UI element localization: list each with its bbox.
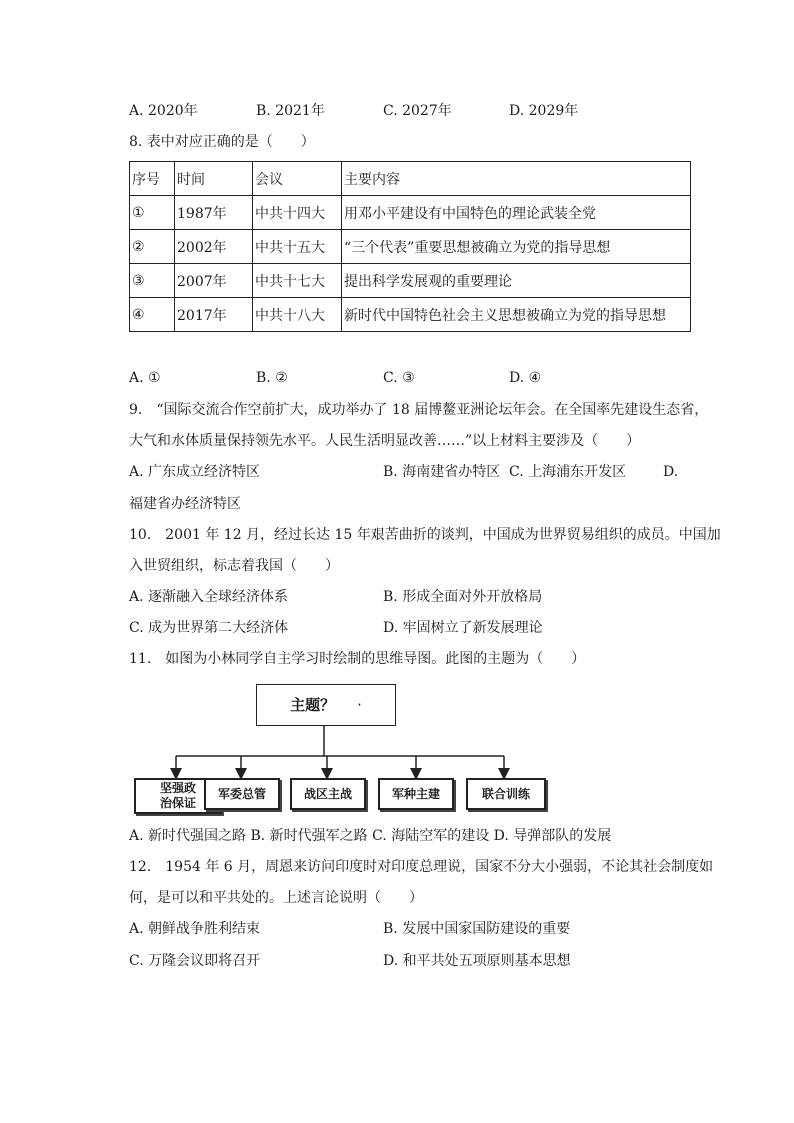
table-cell: 中共十四大 [253,196,342,230]
mind-map-node: 坚强政 治保证 [134,778,222,814]
q9-option-a[interactable]: A. 广东成立经济特区 [129,464,261,480]
mind-map-node: 军种主建 [378,778,454,810]
table-cell: 2002年 [175,230,253,264]
mind-map [128,682,568,814]
q12-option-a[interactable]: A. 朝鲜战争胜利结束 [129,921,261,937]
table-cell: 新时代中国特色社会主义思想被确立为党的指导思想 [342,298,691,332]
q9-option-c[interactable]: C. 上海浦东开发区 [509,464,627,480]
q9-option-d-text: 福建省办经济特区 [129,496,241,512]
q10-option-a[interactable]: A. 逐渐融入全球经济体系 [129,589,289,605]
table-header-cell: 会议 [253,162,342,196]
table-cell: 中共十五大 [253,230,342,264]
mind-map-root: 主题？ · [256,684,396,726]
table-header-cell: 时间 [175,162,253,196]
table-cell: 提出科学发展观的重要理论 [342,264,691,298]
mind-map-node: 军委总管 [204,778,280,810]
table-cell: ③ [130,264,175,298]
q10-option-b[interactable]: B. 形成全面对外开放格局 [383,589,543,605]
q9-stem-line2: 大气和水体质量保持领先水平。人民生活明显改善……”以上材料主要涉及（ ） [129,433,641,449]
table-row [130,264,691,298]
table-header-cell: 序号 [130,162,175,196]
q9-option-b[interactable]: B. 海南建省办特区 [383,464,501,480]
q8-option-b[interactable]: B. ② [256,370,288,386]
table-row [130,196,691,230]
q12-option-c[interactable]: C. 万隆会议即将召开 [129,953,261,969]
q8-option-c[interactable]: C. ③ [383,370,415,386]
q8-option-d[interactable]: D. ④ [509,370,542,386]
table-cell: “三个代表”重要思想被确立为党的指导思想 [342,230,691,264]
q12-option-d[interactable]: D. 和平共处五项原则基本思想 [383,953,571,969]
table-header-cell: 主要内容 [342,162,691,196]
q12-stem-line1: 12. 1954 年 6 月，周恩来访问印度时对印度总理说，国家不分大小强弱，不论其社会制度如 [129,859,714,875]
table-cell: 2017年 [175,298,253,332]
q8-option-a[interactable]: A. ① [129,370,161,386]
table-cell: 中共十八大 [253,298,342,332]
q8-table [129,161,691,332]
q7-option-c[interactable]: C. 2027年 [383,103,452,119]
table-cell: ① [130,196,175,230]
mind-map-node: 战区主战 [290,778,366,810]
q9-stem-line1: 9. “国际交流合作空前扩大，成功举办了 18 届博鳌亚洲论坛年会。在全国率先建设生态省， [129,402,709,418]
table-cell: 用邓小平建设有中国特色的理论武装全党 [342,196,691,230]
q7-option-a[interactable]: A. 2020年 [129,103,198,119]
table-cell: 2007年 [175,264,253,298]
mind-map-root-label: 主题？ [290,695,336,714]
q11-stem: 11. 如图为小林同学自主学习时绘制的思维导图。此图的主题为（ ） [129,651,586,667]
table-row [130,298,691,332]
q12-stem-line2: 何，是可以和平共处的。上述言论说明（ ） [129,890,423,906]
table-cell: ④ [130,298,175,332]
q10-stem-line2: 入世贸组织，标志着我国（ ） [129,558,339,574]
q10-option-d[interactable]: D. 牢固树立了新发展理论 [383,620,543,636]
table-cell: 1987年 [175,196,253,230]
q12-option-b[interactable]: B. 发展中国家国防建设的重要 [383,921,571,937]
table-cell: ② [130,230,175,264]
q11-options[interactable]: A. 新时代强国之路 B. 新时代强军之路 C. 海陆空军的建设 D. 导弹部队的发展 [129,828,612,844]
q8-stem: 8. 表中对应正确的是（ ） [129,134,315,150]
q9-option-d[interactable]: D. [663,464,679,480]
q7-option-b[interactable]: B. 2021年 [256,103,325,119]
table-cell: 中共十七大 [253,264,342,298]
q10-option-c[interactable]: C. 成为世界第二大经济体 [129,620,289,636]
table-header-row [130,162,691,196]
q7-option-d[interactable]: D. 2029年 [509,103,579,119]
q10-stem-line1: 10. 2001 年 12 月，经过长达 15 年艰苦曲折的谈判，中国成为世界贸易组织的成员。中国加 [129,527,721,543]
table-row [130,230,691,264]
mind-map-node: 联合训练 [466,778,546,810]
